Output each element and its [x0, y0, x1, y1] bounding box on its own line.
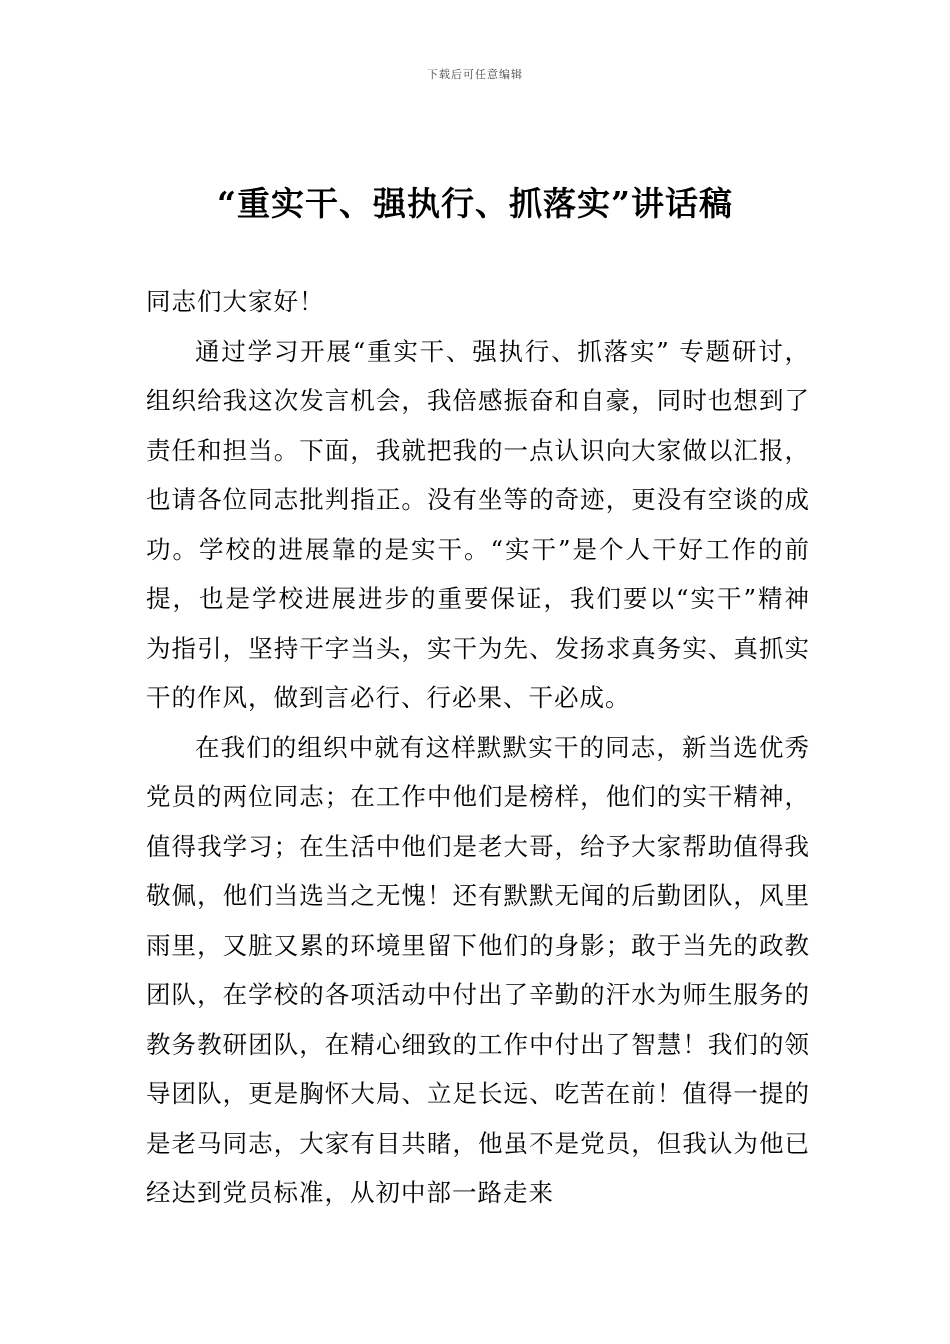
header-note: 下载后可任意编辑: [427, 68, 523, 81]
paragraph-1: 通过学习开展“重实干、强执行、抓落实” 专题研讨，组织给我这次发言机会，我倍感振奋和自豪，同时也想到了责任和担当。下面，我就把我的一点认识向大家做以汇报，也请各位同志批判指正。没有坐等的奇迹，更没有空谈的成功。学校的进展靠的是实干。“实干”是个人干好工作的前提，也是学校进展进步的重要保证，我们要以“实干”精神为指引，坚持干字当头，实干为先、发扬求真务实、真抓实干的作风，做到言必行、行必果、干必成。: [146, 336, 810, 712]
paragraph-2: 在我们的组织中就有这样默默实干的同志，新当选优秀党员的两位同志；在工作中他们是榜样，他们的实干精神，值得我学习；在生活中他们是老大哥，给予大家帮助值得我敬佩，他们当选当之无愧！还有默默无闻的后勤团队，风里雨里，又脏又累的环境里留下他们的身影；敢于当先的政教团队，在学校的各项活动中付出了辛勤的汗水为师生服务的教务教研团队，在精心细致的工作中付出了智慧！我们的领导团队，更是胸怀大局、立足长远、吃苦在前！值得一提的是老马同志，大家有目共睹，他虽不是党员，但我认为他已经达到党员标准，从初中部一路走来: [146, 732, 810, 1207]
document-title: “重实干、强执行、抓落实”讲话稿: [217, 184, 733, 223]
salutation: 同志们大家好！: [146, 287, 325, 316]
document-body: [146, 277, 810, 1218]
